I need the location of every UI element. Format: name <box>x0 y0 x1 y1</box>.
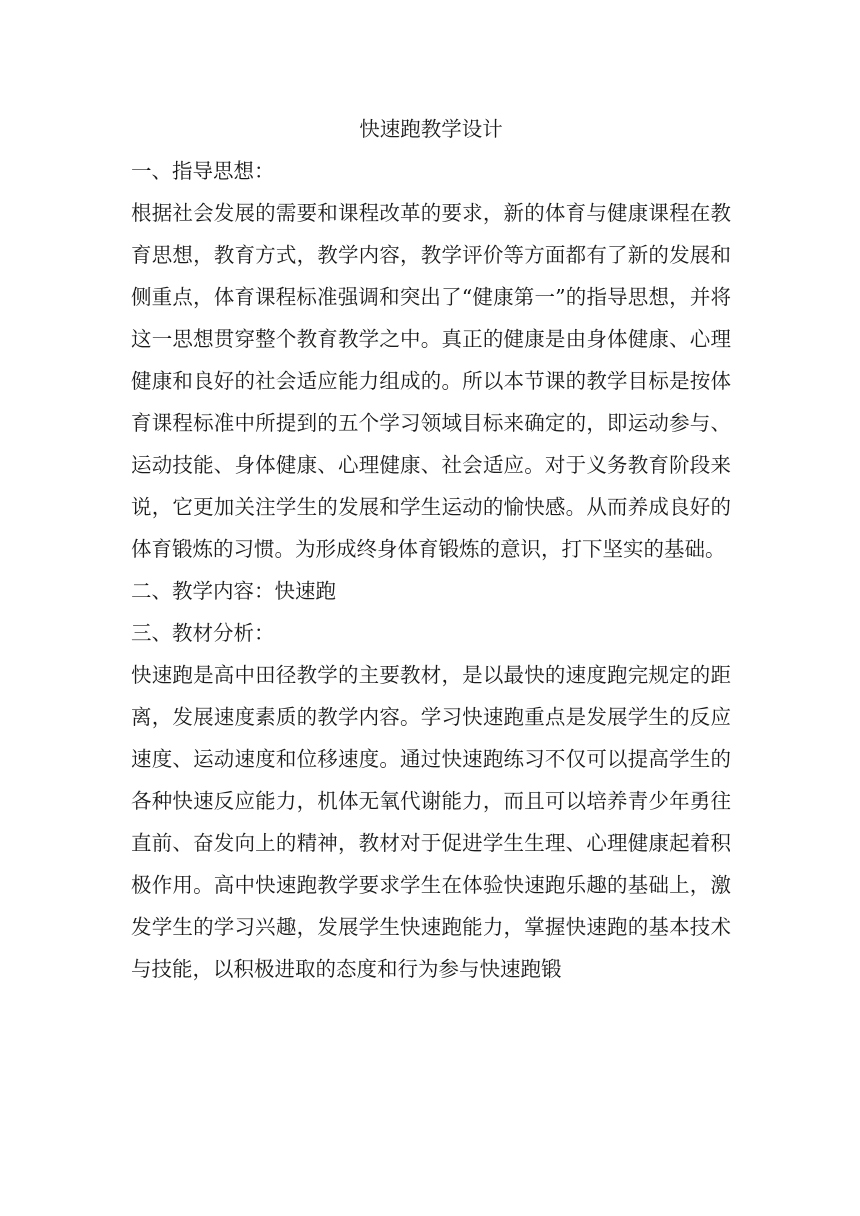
section-heading-material-analysis: 三、教材分析： <box>131 621 275 645</box>
document-title: 快速跑教学设计 <box>359 117 503 141</box>
section-paragraph-material-analysis: 快速跑是高中田径教学的主要教材，是以最快的速度跑完规定的距离，发展速度素质的教学内容。学习快速跑重点是发展学生的反应速度、运动速度和位移速度。通过快速跑练习不仅可以提高学生的各种快速反应能力，机体无氧代谢能力，而且可以培养青少年勇往直前、奋发向上的精神，教材对于促进学生生理、心理健康起着积极作用。高中快速跑教学要求学生在体验快速跑乐趣的基础上，激发学生的学习兴趣，发展学生快速跑能力，掌握快速跑的基本技术与技能，以积极进取的态度和行为参与快速跑锻 <box>131 663 731 981</box>
section-heading-teaching-content: 二、教学内容：快速跑 <box>131 579 336 603</box>
section-paragraph-guiding-ideology: 根据社会发展的需要和课程改革的要求，新的体育与健康课程在教育思想，教育方式，教学内容，教学评价等方面都有了新的发展和侧重点，体育课程标准强调和突出了“健康第一”的指导思想，并将这一思想贯穿整个教育教学之中。真正的健康是由身体健康、心理健康和良好的社会适应能力组成的。所以本节课的教学目标是按体育课程标准中所提到的五个学习领域目标来确定的，即运动参与、运动技能、身体健康、心理健康、社会适应。对于义务教育阶段来说，它更加关注学生的发展和学生运动的愉快感。从而养成良好的体育锻炼的习惯。为形成终身体育锻炼的意识，打下坚实的基础。 <box>131 201 731 561</box>
section-heading-guiding-ideology: 一、指导思想： <box>131 159 275 183</box>
document-body <box>131 108 731 990</box>
